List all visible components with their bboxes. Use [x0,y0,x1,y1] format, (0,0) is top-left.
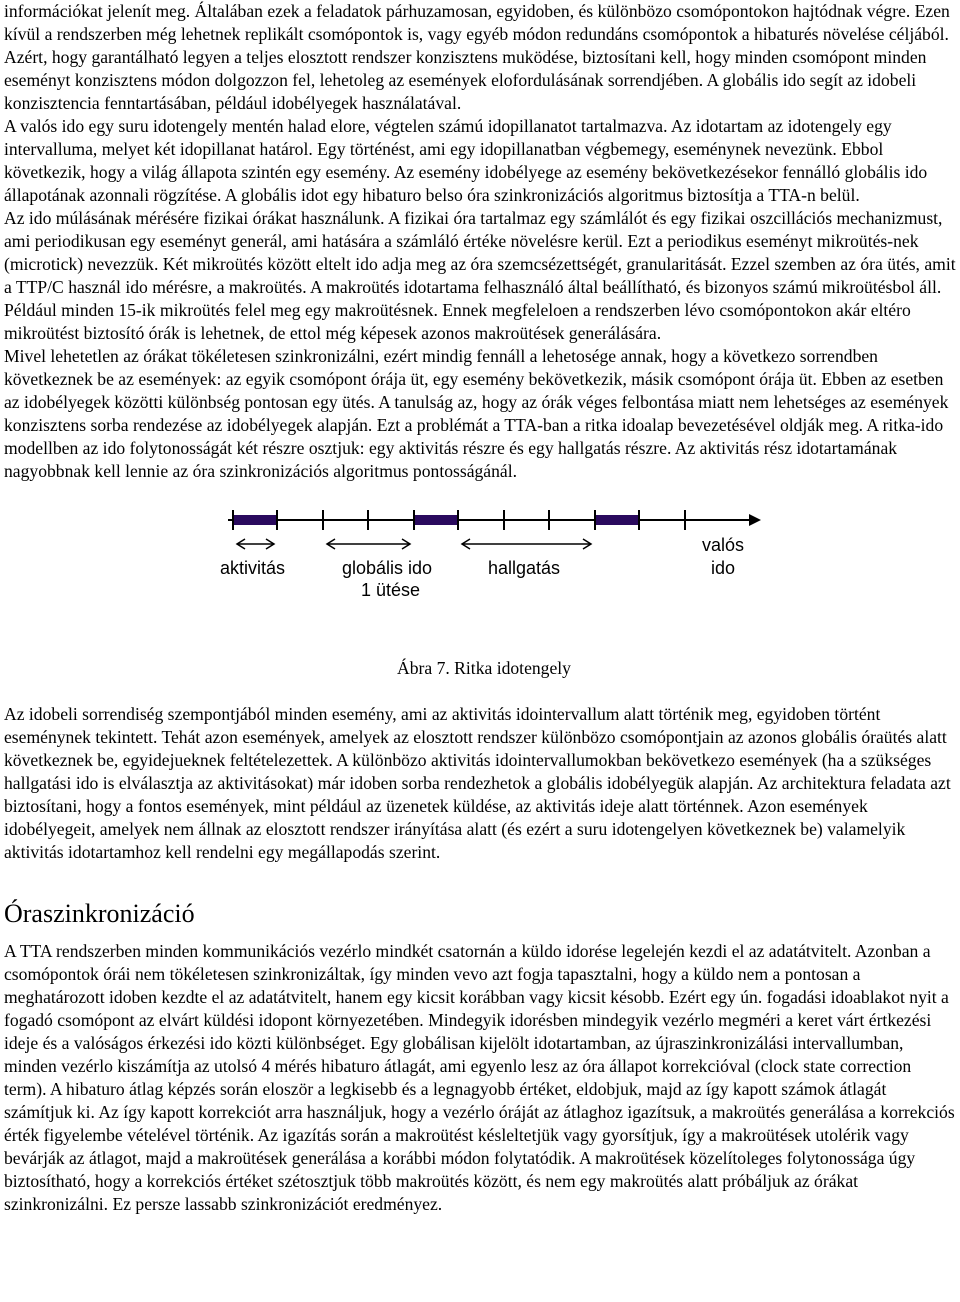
paragraph: Az ido múlásának mérésére fizikai órákat használunk. A fizikai óra tartalmaz egy számlálót és egy fizikai oszcillációs mechanizmust, ami periodikusan egy eseményt generál, ami hatására a számláló értéke növelésre kerül. Ezt a periodikus eseményt mikroütés-nek (microtick) nevezzük. Két mikroütés között eltelt ido adja meg az óra szemcsézettségét, granularitását. Ezzel szemben az óra ütés, amit a TTP/C használ ido mérésre, a makroütés. A makroütés idotartama felhasználó által beállítható, és bizonyos számú mikroütésbol áll. Például minden 15-ik mikroütés felel meg egy makroütésnek. Ennek megfeleloen a rendszerben lévo csomópontokon akár eltéro mikroütést biztosító órák is lehetnek, de ettol még képesek azonos makroütések generálására. [4,208,956,343]
paragraph: információkat jelenít meg. Általában ezek a feladatok párhuzamosan, egyidoben, és különbözo csomópontokon hajtódnak végre. Ezen kívül a rendszerben még lehetnek replikált csomópontok is, vagy egyéb módon redundáns csomópontok a hibaturés növelése céljából. Azért, hogy garantálható legyen a teljes elosztott rendszer konzisztens muködése, biztosítani kell, hogy minden csomópont minden eseményt konzisztens módon dolgozzon fel, lehetoleg az események elofordulásának sorrendjében. A globális ido segít az idobeli konzisztencia fenntartásában, például idobélyegek használatával. [4,1,950,113]
activity-span-arrow [237,539,274,549]
paragraph: Az idobeli sorrendiség szempontjából minden esemény, ami az aktivitás idointervallum alatt történik meg, egyidoben történt eseménynek tekintett. Tehát azon események, amelyek az elosztott rendszer különbözo csomópontjain az azonos globális óraütés alatt következnek be, egyidejueknek feltételezettek. A különbözo aktivitás idointervallumokban bekövetkezo események (ha a szükséges hallgatási ido is elválasztja az aktivitásokat) már idoben sorba rendezhetok a globális idobélyegük alapján. Az architektura feladata azt biztosítani, hogy a fontos események, mint például az üzenetek küldése, az aktivitás ideje alatt történnek. Azon események idobélyegeit, amelyek nem állnak az elosztott rendszer irányítása alatt (és ezért a suru idotengelyen következnek be) valamelyik aktivitás idotartamhoz kell rendelni egy megállapodás szerint. [4,704,951,862]
silence-span-arrow [462,539,591,549]
sparse-timeline-figure [4,505,956,642]
section-heading: Óraszinkronizáció [4,899,195,928]
paragraph: A TTA rendszerben minden kommunikációs vezérlo mindkét csatornán a küldo idorése legelején kezdi el az adatátvitelt. Azonban a csomópontok órái nem tökéletesen szinkronizáltak, így minden vevo azt fogja tapasztalni, hogy a küldo nem a pontosan a meghatározott idoben kezdte el az adatátvitelt, hanem egy kicsit korábban vagy kicsit késobb. Ezért egy ún. fogadási idoablakot nyit a fogadó csomópont az elvárt küldési idopont környezetében. Mindegyik idorésben mindegyik vezérlo megméri a keret várt értkezési ideje és a valóságos érkezési ido közti különbséget. Egy globálisan kijelölt idotartamban, az újraszinkronizálási intervallumban, minden vezérlo kiszámítja az utolsó 4 mérés hibaturo átlagát, ami egyenlo lesz az óra állapot korrekcióval (clock state correction term). A hibaturo átlag képzés során eloször a legkisebb és a legnagyobb értéket, eldobjuk, majd az így kapott számok átlagát számítjuk ki. Az így kapott korrekciót arra használjuk, hogy a vezérlo óráját az átlaghoz igazítsuk, a makroütés generálása a korrekciós érték figyelembe vételével történik. Az igazítás során a makroütést késleltetjük vagy gyorsítjuk, így a makroütések utolérik vagy bevárják az átlagot, majd a makroütések generálása a korábbi módon folytatódik. A makroütések közelítoleges folytonossága úgy biztosítható, hogy a korrekciós értéket szétosztjuk több makroütés között, és nem egy makroütés alatt próbáljuk az órákat szinkronizálni. Ez persze lassabb szinkronizációt eredményez. [4,941,955,1214]
timeline-diagram [4,505,956,642]
global-tick-span-arrow [327,539,410,549]
activity-segment [414,515,458,525]
document-page [4,0,956,1216]
figure-caption: Ábra 7. Ritka idotengely [397,658,571,678]
activity-label: aktivitás [220,558,286,578]
activity-segment [233,515,277,525]
global-tick-label-line1: globális ido [342,558,433,578]
activity-segment [595,515,639,525]
real-time-label-line1: valós [702,535,745,555]
paragraph: Mivel lehetetlen az órákat tökéletesen szinkronizálni, ezért mindig fennáll a lehetosége annak, hogy a következo sorrendben következnek be az események: az egyik csomópont órája üt, egy esemény bekövetkezik, másik csomópont órája üt. Ebben az esetben az idobélyegek közötti különbség pontosan egy ütés. A tanulság az, hogy az órák véges felbontása miatt nem lehetséges az események konzisztens sorba rendezése az idobélyegek alapján. Ezt a problémát a TTA-ban a ritka idoalap bevezetésével oldják meg. A ritka-ido modellben az ido folytonosságát két részre osztjuk: egy aktivitás részre és egy hallgatás részre. Az aktivitás rész idotartamának nagyobbnak kell lennie az óra szinkronizációs algoritmus pontosságánál. [4,346,949,481]
silence-label: hallgatás [488,558,561,578]
global-tick-label-line2: 1 ütése [361,580,421,600]
real-time-label-line2: ido [711,558,736,578]
time-axis-arrowhead [749,514,761,526]
paragraph: A valós ido egy suru idotengely mentén halad elore, végtelen számú idopillanatot tartalmazva. Az idotartam az idotengely egy intervalluma, melyet két idopillanat határol. Egy történést, ami egy idopillanatban végbemegy, eseménynek nevezünk. Ebbol következik, hogy a világ állapota szintén egy esemény. Az esemény idobélyege az esemény bekövetkezésekor fennálló globális ido állapotának azonnali rögzítése. A globális idot egy hibaturo belso óra szinkronizációs algoritmus biztosítja a TTA-n belül. [4,116,928,205]
